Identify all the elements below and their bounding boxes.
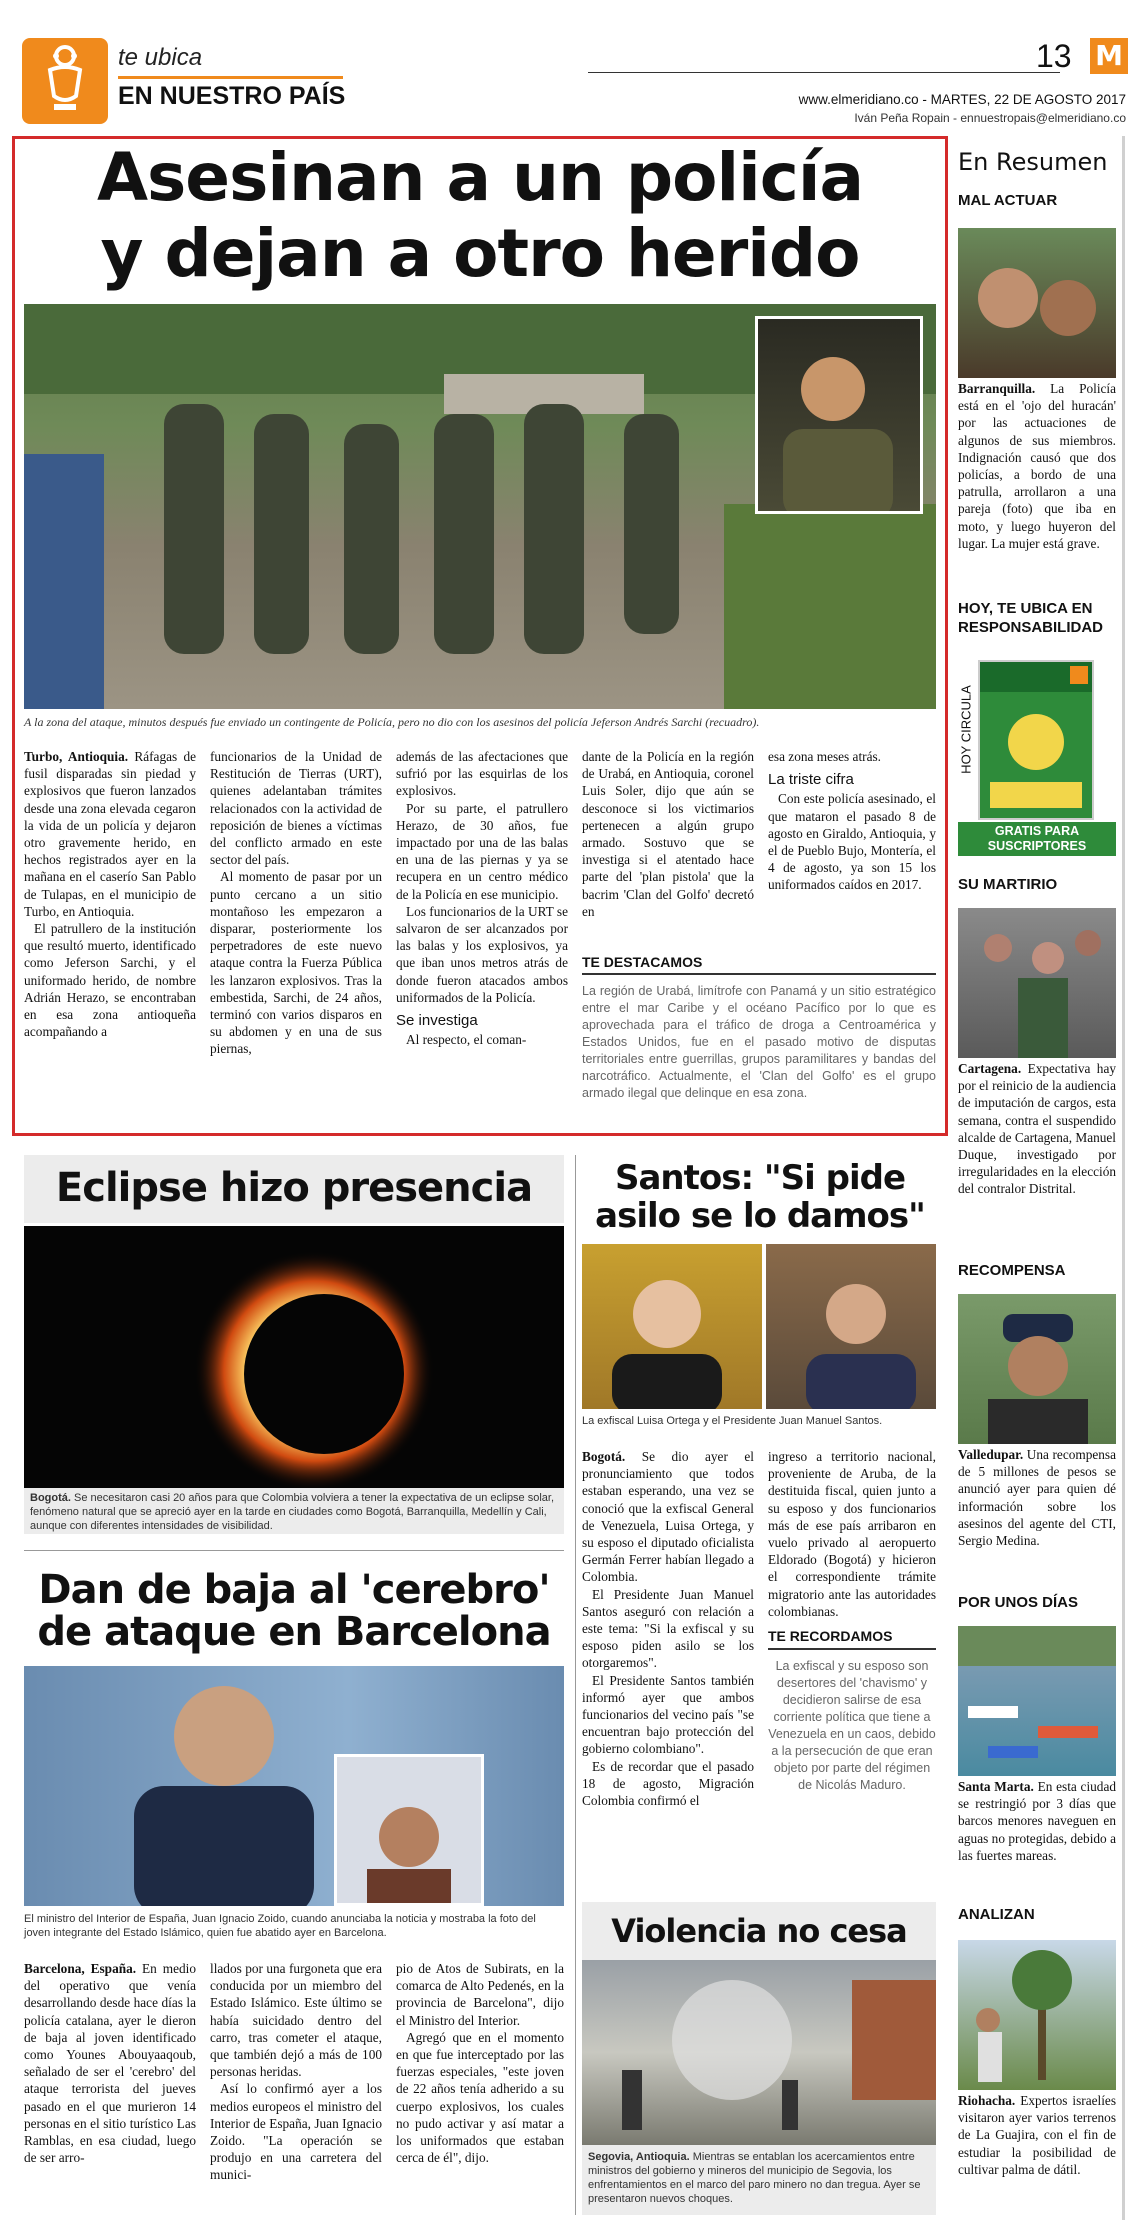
sidebar-magazine-cover — [978, 660, 1094, 820]
sidebar-photo-crowd — [958, 908, 1116, 1058]
lead-headline-2: y dejan a otro herido — [100, 215, 860, 292]
lead-col-4 — [582, 748, 754, 920]
author-line: Iván Peña Ropain - ennuestropais@elmeridiano.co — [854, 111, 1126, 125]
eclipse-caption-dateline: Bogotá. — [30, 1492, 71, 1504]
santos-col-1 — [582, 1448, 754, 1809]
santos-col2-text: ingreso a territorio nacional, proveniente de Aruba, de la destituida fiscal, quien junto a su esposo y dos funcionarios más de ese país arribaron en vuelo privado al aeropuerto Eldorado (Bogotá) y hicieron el correspondiente trámite migratorio ante las autoridades colombianas. — [768, 1449, 936, 1619]
barcelona-col3-text: pio de Atos de Subirats, en la comarca de Alto Pedenés, en la provincia de Barcelona", dijo el Ministro del Interior. — [396, 1961, 564, 2028]
barcelona-headline-1: Dan de baja al 'cerebro' — [38, 1567, 550, 1613]
sidebar-badge-line-2: SUSCRIPTORES — [987, 839, 1087, 853]
lead-col5-text: esa zona meses atrás. — [768, 749, 881, 764]
santos-photo-ortega — [582, 1244, 762, 1409]
santos-box-text: La exfiscal y su esposo son desertores del 'chavismo' y decidieron salirse de esa corriente política que tiene a Venezuela en un caos, debido a la persecución de que eran objeto por parte del régimen de Nicolás Maduro. — [768, 1659, 936, 1793]
santos-box-title: TE RECORDAMOS — [768, 1628, 936, 1650]
santos-col1-text: Se dio ayer el pronunciamiento que todos estaban esperando, una vez se conoció que la exfiscal General de Venezuela, Luisa Ortega, y su esposo el diputado oficialista Germán Ferrer habían llegado a Colombia. — [582, 1449, 754, 1585]
lead-col1-text: Ráfagas de fusil disparadas sin piedad y explosivos que fueron lanzados desde una zona elevada cegaron la vida de un policía y dejaron otro gravemente herido, en hechos registrados ayer en la mañana en el caserío San Pablo de Tulapas, en el municipio de Turbo, en Antioquia. — [24, 749, 197, 919]
sidebar-photo-agent — [958, 1294, 1116, 1444]
lead-box-text: La región de Urabá, limítrofe con Panamá y un sitio estratégico entre el mar Caribe y el océano Pacífico por lo que es aprovechada para el tráfico de droga a Centroamérica y Estados Unidos, fue en el pasado motivo de disputas territoriales entre guerrillas, grupos paramilitares y bandas del narcotráfico. Actualmente, el 'Clan del Golfo' es el grupo armado ilegal que delinque en esa zona. — [582, 984, 936, 1100]
sidebar-right-rule — [1122, 136, 1125, 2220]
lead-caption: A la zona del ataque, minutos después fue enviado un contingente de Policía, pero no dio con los asesinos del policía Jeferson Andrés Sarchi (recuadro). — [24, 715, 760, 729]
sidebar-badge-line-1: GRATIS PARA — [994, 824, 1080, 838]
santos-headline-1: Santos: "Si pide — [615, 1158, 905, 1198]
sidebar-s1-title: MAL ACTUAR — [958, 192, 1058, 209]
section-rule — [24, 1550, 564, 1551]
sidebar-s3-text: Expectativa hay por el reinicio de la audiencia de imputación de cargos, esta semana, contra el suspendido alcalde de Cartagena, Manuel Duque, investigado por irregularidades en la elección del contralor Distrital. — [958, 1061, 1117, 1197]
column-divider — [575, 1155, 576, 2215]
lead-box-title: TE DESTACAMOS — [582, 954, 936, 975]
sidebar-s4-dateline: Valledupar. — [958, 1447, 1024, 1462]
sidebar-s6-dateline: Riohacha. — [958, 2093, 1016, 2108]
lead-col4-text: dante de la Policía en la región de Urabá, en Antioquia, coronel Luis Soler, dijo que aún se desconoce si los victimarios pertenecen a algún grupo armado. Sostuvo que se investiga si el atentado hace parte del 'plan pistola' que la bacrim 'Clan del Golfo' decretó en — [582, 749, 754, 919]
santos-headline-2: asilo se lo damos" — [595, 1196, 925, 1236]
sidebar-s6-body — [958, 2092, 1116, 2178]
header-rule — [588, 72, 1060, 73]
brand-logo: M — [1090, 38, 1128, 74]
sidebar-s5-text: En esta ciudad se restringió por 3 días que barcos menores naveguen en aguas no protegidas, debido a las fuertes mareas. — [958, 1779, 1117, 1863]
santos-caption: La exfiscal Luisa Ortega y el Presidente Juan Manuel Santos. — [582, 1415, 883, 1427]
sidebar-s2-title-2: RESPONSABILIDAD — [958, 619, 1104, 636]
eclipse-caption — [30, 1491, 560, 1533]
sidebar-s2-title-1: HOY, TE UBICA EN — [958, 600, 1093, 617]
lead-dateline: Turbo, Antioquia. — [24, 749, 129, 764]
lead-headline-1: Asesinan a un policía — [96, 139, 864, 216]
santos-dateline: Bogotá. — [582, 1449, 626, 1464]
barcelona-col3-text2: Agregó que en el momento en que fue interceptado por las fuerzas especiales, "este joven de 22 años tenía adherido a su cuerpo explosivos, los cuales no pudo activar y así matar a los uniformados que estaban cerca de él", dijo. — [396, 2029, 564, 2166]
lead-col-1 — [24, 748, 196, 1040]
lead-col3-text4: Al respecto, el coman- — [406, 1032, 527, 1048]
lead-col2-text: funcionarios de la Unidad de Restitución de Tierras (URT), quienes adelantaban trámites relacionados con la actividad de reposición de bienes a víctimas del conflicto armado en este sector del país. — [210, 749, 382, 868]
sidebar-s1-dateline: Barranquilla. — [958, 381, 1036, 396]
sidebar-photo-couple — [958, 228, 1116, 378]
santos-col-2 — [768, 1448, 936, 1794]
lead-col5-text2: Con este policía asesinado, el que mataron el pasado 8 de agosto en Giraldo, Antioquia, y el de Pueblo Bujo, Montería, el 4 de agosto, ya son 15 los uniformados caídos en 2017. — [768, 791, 936, 893]
santos-col1-text2: El Presidente Juan Manuel Santos aseguró con relación a este tema: "Si la exfiscal y su esposo piden asilo se los otorgaremos". — [582, 1586, 754, 1671]
sidebar-s2-vertical: HOY CIRCULA — [958, 685, 974, 774]
section-title: EN NUESTRO PAÍS — [118, 82, 346, 110]
sidebar-title: En Resumen — [958, 148, 1108, 176]
lead-subhead-investiga: Se investiga — [396, 1012, 478, 1030]
sidebar-s1-text: La Policía está en el 'ojo del huracán' por las actuaciones de algunos de sus miembros. Indignación causó que dos policías, a bordo de una patrulla, arrollaron a una pareja (foto) que iba en moto, y luego huyeron del lugar. La mujer está grave. — [958, 381, 1117, 551]
sidebar-s4-body — [958, 1446, 1116, 1549]
lead-col1-text2: El patrullero de la institución que resultó muerto, identificado como Jeferson Sarchi, y el uniformado herido, de nombre Adrián Herazo, se encontraban en esa zona antioqueña acompañando a — [24, 921, 196, 1040]
violencia-caption — [588, 2150, 932, 2206]
lead-col-3 — [396, 748, 568, 1048]
barcelona-col-2 — [210, 1960, 382, 2184]
sidebar-s3-title: SU MARTIRIO — [958, 876, 1058, 893]
sidebar-s5-body — [958, 1778, 1116, 1864]
sidebar-photo-palms — [958, 1940, 1116, 2090]
barcelona-caption: El ministro del Interior de España, Juan Ignacio Zoido, cuando anunciaba la noticia y mostraba la foto del joven integrante del Estado Islámico, quien fue abatido ayer en Barcelona. — [24, 1913, 536, 1939]
santos-col1-text4: Es de recordar que el pasado 18 de agosto, Migración Colombia confirmó el — [582, 1758, 754, 1809]
section-kicker: te ubica — [118, 44, 203, 71]
eclipse-headline: Eclipse hizo presencia — [55, 1165, 533, 1211]
barcelona-col-1 — [24, 1960, 196, 2166]
sidebar-s5-dateline: Santa Marta. — [958, 1779, 1034, 1794]
lead-col-2 — [210, 748, 382, 1058]
sidebar-photo-boats — [958, 1626, 1116, 1776]
lead-col2-text2: Al momento de pasar por un punto cercano a un sitio montañoso les empezaron a disparar, posteriormente los perpetradores de este nuevo ataque contra la Fuerza Pública les lanzaron explosivos. Tras la embestida, Sarchi, de 24 años, terminó con varios disparos en su abdomen y en una de sus piernas, — [210, 869, 382, 1057]
sidebar-s3-dateline: Cartagena. — [958, 1061, 1022, 1076]
eclipse-caption-text: Se necesitaron casi 20 años para que Colombia volviera a tener la expectativa de un eclipse solar, fenómeno natural que se apreció ayer en la tarde en ciudades como Bogotá, Barranquilla, Medellín y Cali, aunque con diferentes intensidades de visibilidad. — [30, 1492, 555, 1532]
sidebar-s4-text: Una recompensa de 5 millones de pesos se anunció ayer para quien dé información sobre los asesinos del agente del CTI, Sergio Medina. — [958, 1447, 1116, 1549]
violencia-photo — [582, 1960, 936, 2145]
sidebar-s1-body — [958, 380, 1116, 552]
violencia-caption-dateline: Segovia, Antioquia. — [588, 2151, 690, 2163]
santos-photo-president — [766, 1244, 936, 1409]
eclipse-photo — [24, 1226, 564, 1488]
date-line: www.elmeridiano.co - MARTES, 22 DE AGOSTO 2017 — [798, 92, 1126, 107]
inset-photo-officer — [755, 316, 923, 514]
page-number: 13 — [1036, 38, 1072, 74]
violencia-caption-text: Mientras se entablan los acercamientos entre ministros del gobierno y mineros del municipio de Segovia, los enfrentamientos en el marco del paro minero no dan tregua. Ayer se presentaron nuevos choques. — [588, 2151, 921, 2205]
lead-col3-text: además de las afectaciones que sufrió por las esquirlas de los explosivos. — [396, 749, 568, 799]
section-logo — [22, 38, 108, 124]
lead-subhead-cifra: La triste cifra — [768, 771, 854, 789]
trophy-figure-icon — [22, 38, 108, 124]
barcelona-dateline: Barcelona, España. — [24, 1961, 137, 1976]
violencia-headline: Violencia no cesa — [611, 1912, 907, 1950]
lead-highlight-box — [582, 946, 936, 1102]
barcelona-col1-text: En medio del operativo que venía desarrollando desde hace días la policía catalana, ayer le dieron de baja al joven identificado como Younes Abouyaaqoub, señalado de ser el 'cerebro' del ataque terrorista del jueves pasado en el que murieron 14 personas en el sitio turístico Las Ramblas, en esa ciudad, luego de ser arro- — [24, 1961, 196, 2166]
sidebar-s6-title: ANALIZAN — [958, 1906, 1035, 1923]
lead-col3-text2: Por su parte, el patrullero Herazo, de 30 años, fue impactado por una de las balas en una de las piernas y ya se recupera en un centro médico de la Policía en ese municipio. — [396, 800, 568, 902]
sidebar-s6-text: Expertos israelíes visitaron ayer varios terrenos de La Guajira, con el fin de estudiar la posibilidad de cultivar palma de dátil. — [958, 2093, 1116, 2177]
lead-col-5 — [768, 748, 936, 894]
sidebar-s3-body — [958, 1060, 1116, 1198]
kicker-rule — [118, 76, 343, 79]
sidebar-free-badge — [958, 822, 1116, 856]
barcelona-headline-2: de ataque en Barcelona — [37, 1609, 551, 1655]
santos-col1-text3: El Presidente Santos también informó ayer que ambos funcionarios del vecino país "se encuentran bajo protección del gobierno colombiano". — [582, 1672, 754, 1757]
barcelona-inset-photo — [334, 1754, 484, 1906]
sidebar-s4-title: RECOMPENSA — [958, 1262, 1066, 1279]
sidebar-s5-title: POR UNOS DÍAS — [958, 1594, 1079, 1611]
barcelona-col2-text: llados por una furgoneta que era conducida por un miembro del Estado Islámico. Este último se había suicidado dentro del carro, tras cometer el ataque, que también dejó a más de 100 personas heridas. — [210, 1961, 382, 2080]
barcelona-col-3 — [396, 1960, 564, 2166]
lead-col3-text3: Los funcionarios de la URT se salvaron de ser alcanzados por las balas y los explosivos, ya que iban unos metros atrás de donde fueron atacados ambos uniformados de la Policía. — [396, 903, 568, 1005]
barcelona-col2-text2: Así lo confirmó ayer a los medios europeos el ministro del Interior de España, Juan Ignacio Zoido. "La operación se produjo en una carretera del munici- — [210, 2081, 382, 2183]
